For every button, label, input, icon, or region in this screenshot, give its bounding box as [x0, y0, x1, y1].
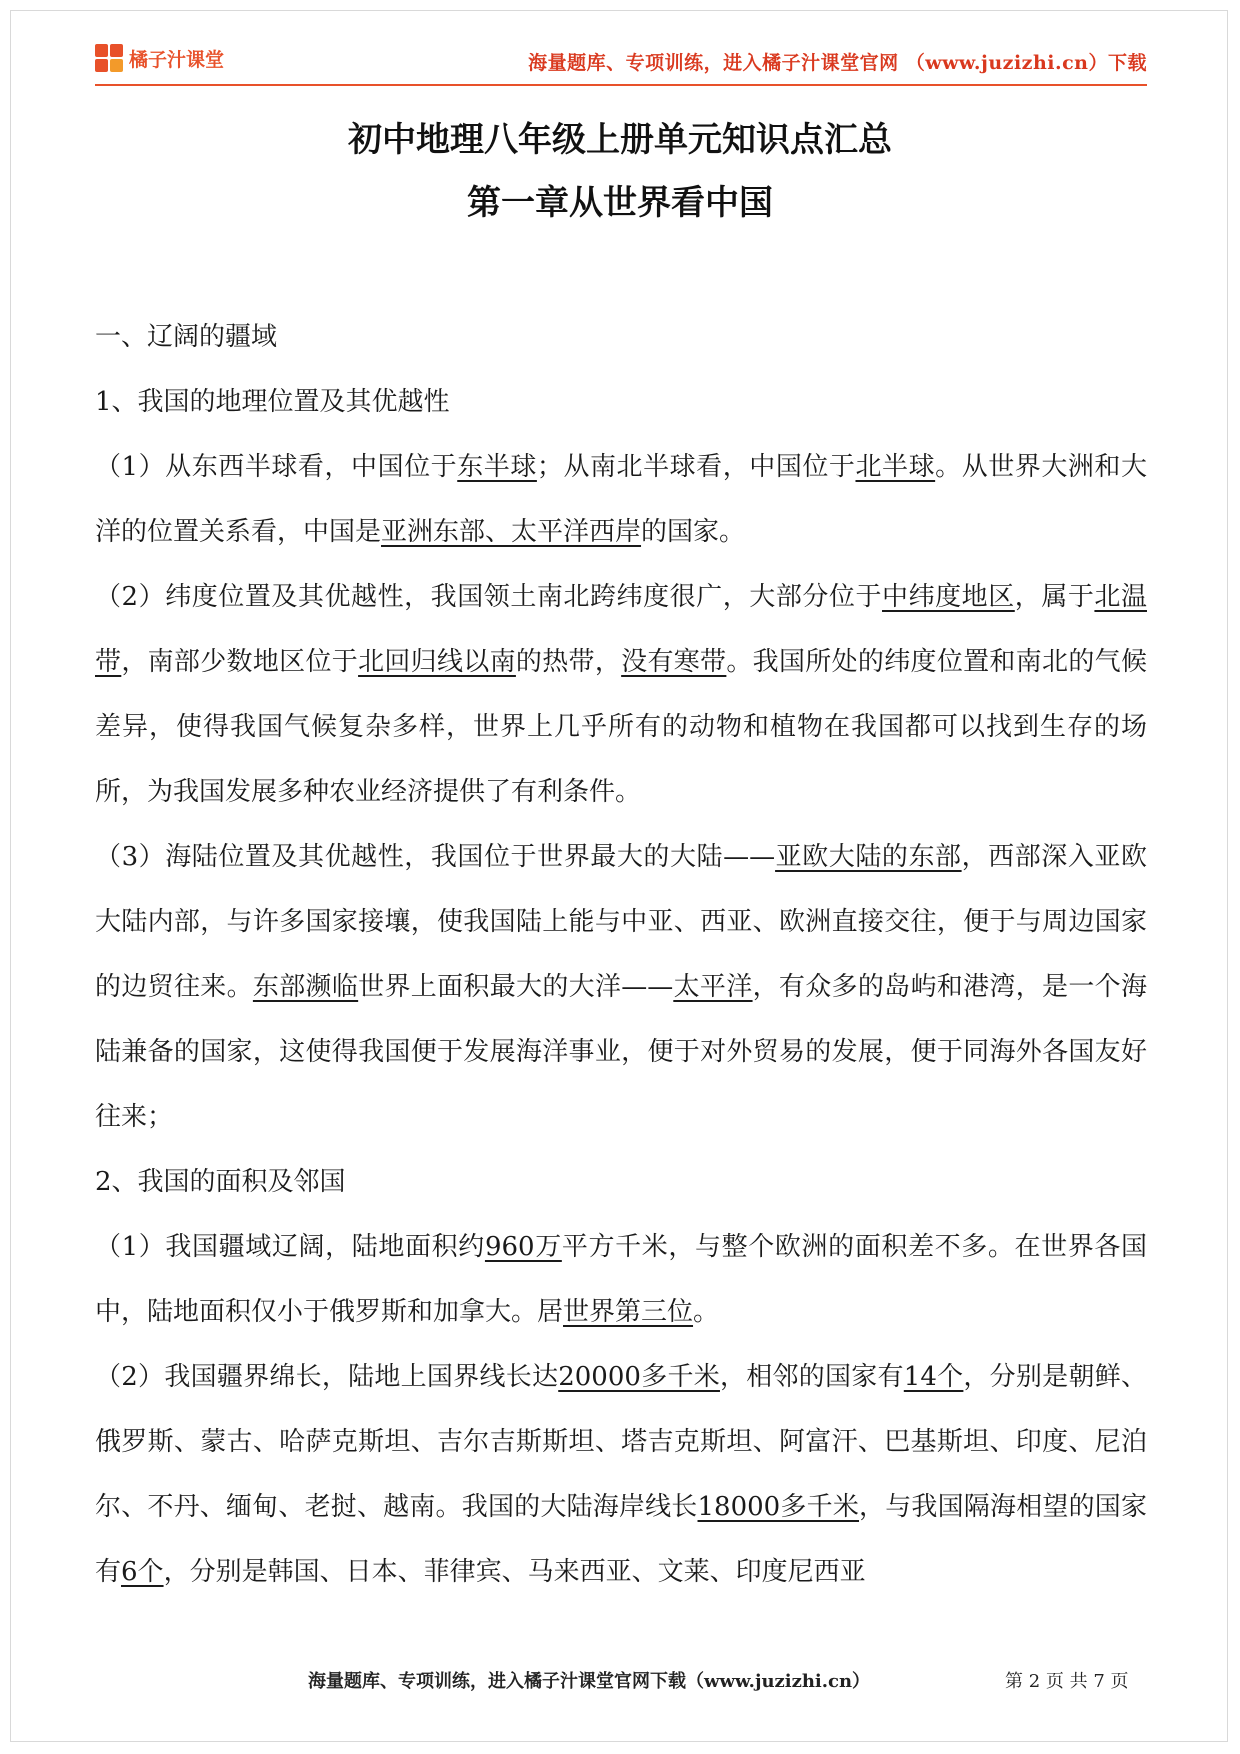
- subsection-heading: 2、我国的面积及邻国: [95, 1167, 346, 1197]
- header-promo-text: 海量题库、专项训练，进入橘子汁课堂官网 （www.juzizhi.cn）下载: [528, 52, 1147, 74]
- section-heading: 一、辽阔的疆域: [95, 322, 278, 352]
- answer-blank: 东部濒临: [252, 972, 359, 1002]
- document-body: [95, 305, 1147, 1605]
- page-header: [95, 42, 1147, 82]
- answer-blank: 亚洲东部、太平洋西岸: [381, 517, 642, 547]
- logo-icon: [95, 44, 123, 72]
- paragraph: （2）纬度位置及其优越性，我国领土南北跨纬度很广，大部分位于中纬度地区，属于北温带，南部少数地区位于北回归线以南的热带，没有寒带。我国所处的纬度位置和南北的气候差异，使得我国气候复杂多样，世界上几乎所有的动物和植物在我国都可以找到生存的场所，为我国发展多种农业经济提供了有利条件。: [95, 582, 1147, 807]
- answer-blank: 6个: [121, 1557, 164, 1587]
- answer-blank: 20000多千米: [558, 1362, 720, 1392]
- answer-blank: 14个: [903, 1362, 964, 1392]
- answer-blank: 北温带: [95, 582, 1147, 677]
- answer-blank: 960万: [484, 1232, 562, 1262]
- answer-blank: 亚欧大陆的东部: [775, 842, 962, 872]
- paragraph: （2）我国疆界绵长，陆地上国界线长达20000多千米，相邻的国家有14个，分别是朝鲜、俄罗斯、蒙古、哈萨克斯坦、吉尔吉斯斯坦、塔吉克斯坦、阿富汗、巴基斯坦、印度、尼泊尔、不丹、缅甸、老挝、越南。我国的大陆海岸线长18000多千米，与我国隔海相望的国家有6个，分别是韩国、日本、菲律宾、马来西亚、文莱、印度尼西亚: [95, 1362, 1147, 1587]
- answer-blank: 没有寒带: [621, 647, 727, 677]
- answer-blank: 中纬度地区: [882, 582, 1015, 612]
- document-title: 初中地理八年级上册单元知识点汇总: [348, 120, 892, 160]
- header-divider: [95, 84, 1147, 86]
- answer-blank: 北半球: [855, 452, 936, 482]
- footer-promo-text: 海量题库、专项训练，进入橘子汁课堂官网下载（www.juzizhi.cn）: [308, 1671, 871, 1692]
- logo-text: 橘子汁课堂: [129, 48, 225, 71]
- brand-logo[interactable]: [95, 44, 224, 72]
- answer-blank: 北回归线以南: [358, 647, 516, 677]
- answer-blank: 世界第三位: [563, 1297, 694, 1327]
- answer-blank: 太平洋: [673, 972, 753, 1002]
- answer-blank: 18000多千米: [697, 1492, 860, 1522]
- page-number: 第 2 页 共 7 页: [1005, 1671, 1129, 1692]
- paragraph: （1）从东西半球看，中国位于东半球；从南北半球看，中国位于北半球。从世界大洲和大洋的位置关系看，中国是亚洲东部、太平洋西岸的国家。: [95, 452, 1147, 547]
- chapter-title: 第一章从世界看中国: [467, 183, 773, 223]
- subsection-heading: 1、我国的地理位置及其优越性: [95, 387, 450, 417]
- answer-blank: 东半球: [457, 452, 537, 482]
- paragraph: （1）我国疆域辽阔，陆地面积约960万平方千米，与整个欧洲的面积差不多。在世界各国中，陆地面积仅小于俄罗斯和加拿大。居世界第三位。: [95, 1232, 1147, 1327]
- paragraph: （3）海陆位置及其优越性，我国位于世界最大的大陆——亚欧大陆的东部，西部深入亚欧大陆内部，与许多国家接壤，使我国陆上能与中亚、西亚、欧洲直接交往，便于与周边国家的边贸往来。东部濒临世界上面积最大的大洋——太平洋，有众多的岛屿和港湾，是一个海陆兼备的国家，这使得我国便于发展海洋事业，便于对外贸易的发展，便于同海外各国友好往来；: [95, 842, 1147, 1132]
